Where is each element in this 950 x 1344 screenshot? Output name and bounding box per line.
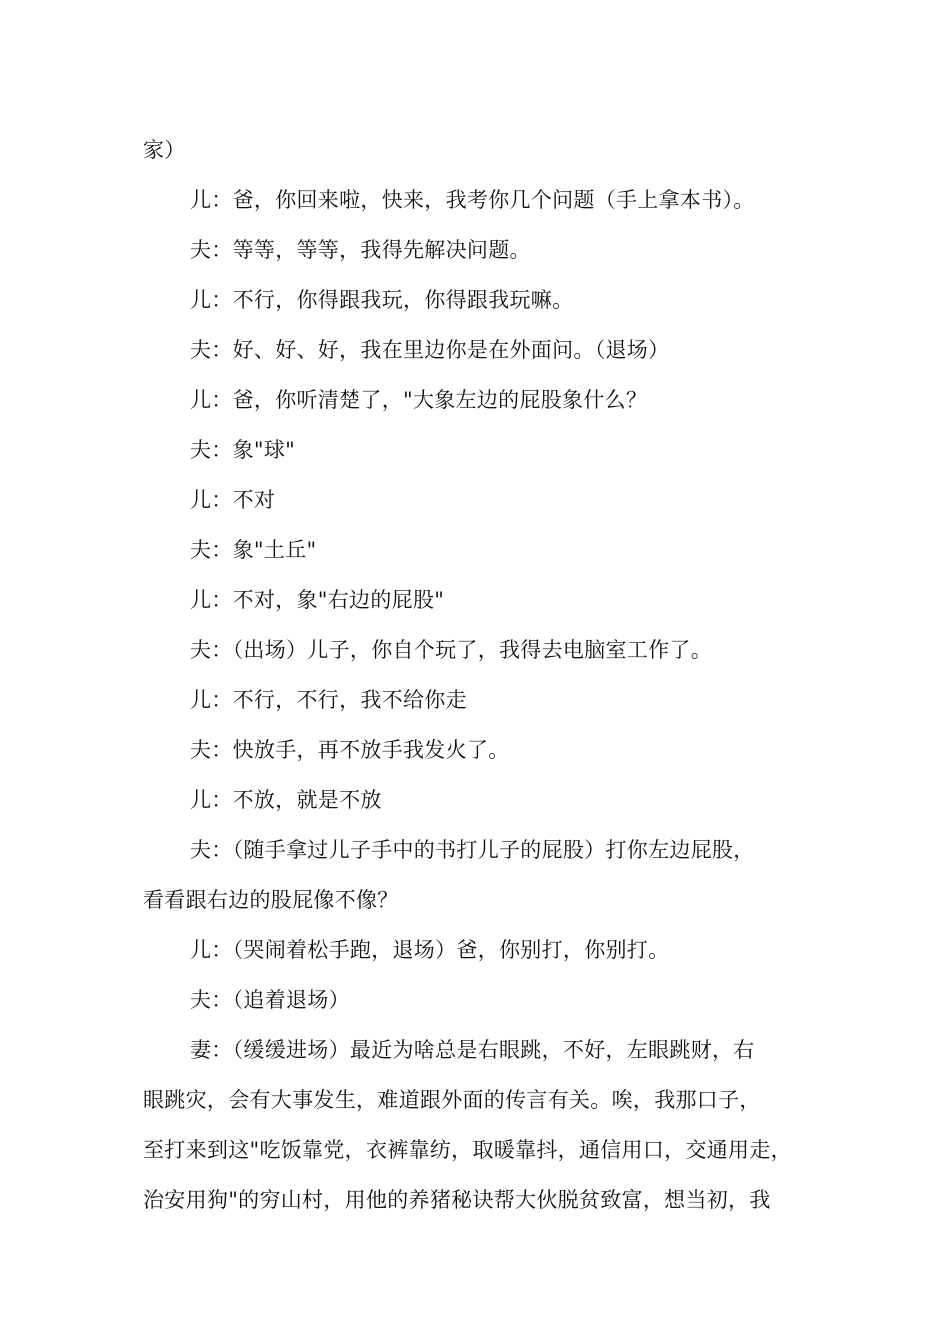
dialogue-line: 夫：象"球": [190, 438, 296, 462]
text-line: 家）: [143, 138, 186, 162]
text-line: 治安用狗"的穷山村，用他的养猪秘诀帮大伙脱贫致富，想当初，我: [143, 1188, 771, 1212]
dialogue-line: 儿：（哭闹着松手跑，退场）爸，你别打，你别打。: [190, 938, 670, 962]
dialogue-line: 夫：等等，等等，我得先解决问题。: [190, 238, 531, 262]
dialogue-line: 夫：（随手拿过儿子手中的书打儿子的屁股）打你左边屁股，: [190, 838, 755, 862]
dialogue-line: 儿：爸，你听清楚了，"大象左边的屁股象什么？: [190, 388, 648, 412]
text-line: 眼跳灾，会有大事发生，难道跟外面的传言有关。唉，我那口子，: [143, 1088, 761, 1112]
dialogue-line: 夫：快放手，再不放手我发火了。: [190, 738, 510, 762]
text-line: 看看跟右边的股屁像不像？: [143, 888, 399, 912]
dialogue-line: 儿：爸，你回来啦，快来，我考你几个问题（手上拿本书）。: [190, 188, 755, 212]
dialogue-line: 儿：不放，就是不放: [190, 788, 382, 812]
dialogue-line: 儿：不行，不行，我不给你走: [190, 688, 467, 712]
dialogue-line: 妻：（缓缓进场）最近为啥总是右眼跳，不好，左眼跳财，右: [190, 1038, 755, 1062]
dialogue-line: 儿：不对，象"右边的屁股": [190, 588, 445, 612]
dialogue-line: 夫：好、好、好，我在里边你是在外面问。（退场）: [190, 338, 670, 362]
dialogue-line: 夫：象"土丘": [190, 538, 317, 562]
text-line: 至打来到这"吃饭靠党，衣裤靠纺，取暖靠抖，通信用口，交通用走，: [143, 1138, 792, 1162]
dialogue-line: 夫：（追着退场）: [190, 988, 350, 1012]
dialogue-line: 儿：不行，你得跟我玩，你得跟我玩嘛。: [190, 288, 574, 312]
dialogue-line: 夫：（出场）儿子，你自个玩了，我得去电脑室工作了。: [190, 638, 712, 662]
dialogue-line: 儿：不对: [190, 488, 276, 512]
